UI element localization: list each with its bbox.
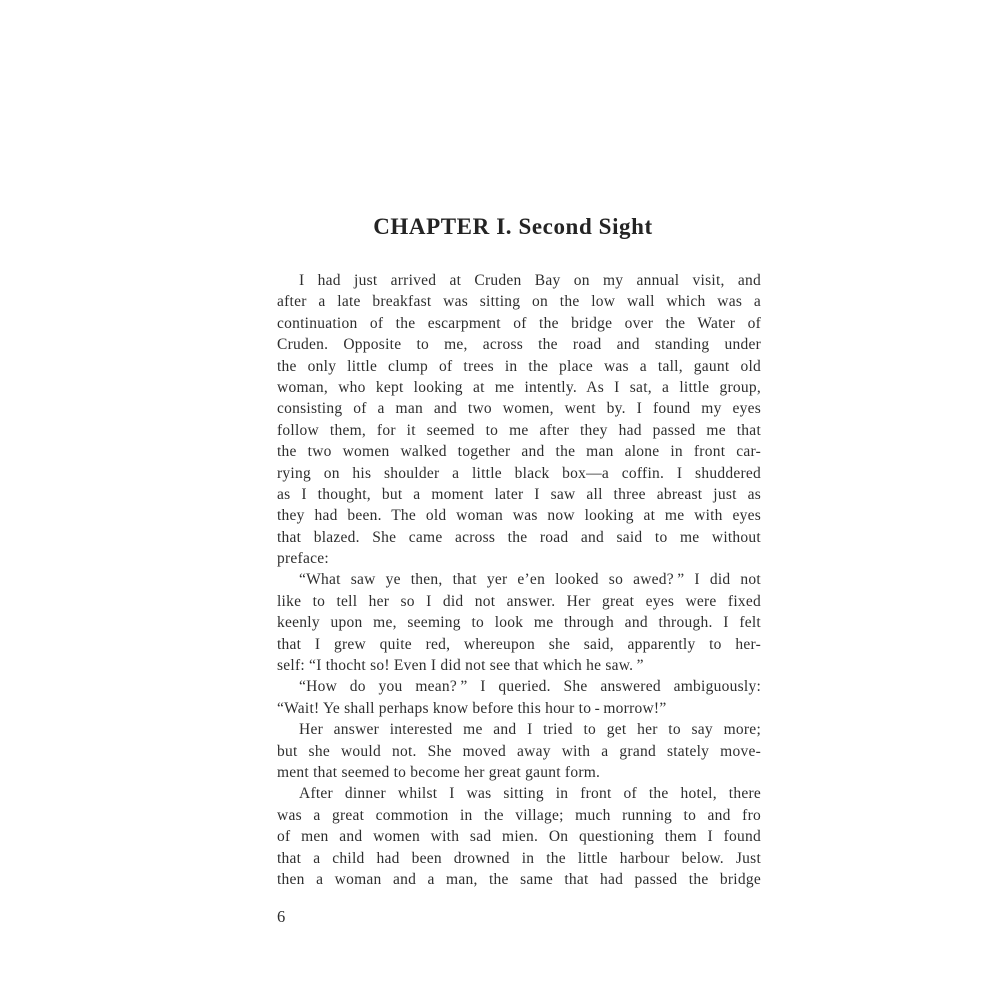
text-line: Her answer interested me and I tried to get her to say more; [299,721,761,739]
text-line: I had just arrived at Cruden Bay on my annual visit, and [299,272,761,289]
chapter-title: CHAPTER I. Second Sight [373,214,653,239]
text-line: but she would not. She moved away with a grand stately move- [277,742,761,760]
text-line: continuation of the escarpment of the bridge over the Water of [277,314,761,332]
text-line: that a child had been drowned in the little harbour below. Just [277,849,761,867]
text-line: keenly upon me, seeming to look me through and through. I felt [277,614,761,632]
text-line: like to tell her so I did not answer. Her great eyes were fixed [277,592,761,610]
text-line: that blazed. She came across the road and said to me without [277,528,761,546]
text-line: rying on his shoulder a little black box—a coffin. I shuddered [277,464,761,482]
text-line: was a great commotion in the village; much running to and fro [277,806,761,824]
text-line: woman, who kept looking at me intently. As I sat, a little group, [277,378,761,396]
text-line: After dinner whilst I was sitting in front of the hotel, there [299,785,761,803]
text-line: the only little clump of trees in the place was a tall, gaunt old [277,357,761,375]
body-text [277,270,761,890]
page-number: 6 [277,907,286,926]
text-line: of men and women with sad mien. On questioning them I found [277,828,761,846]
text-line: “How do you mean? ” I queried. She answered ambiguously: [299,678,761,696]
text-line: preface: [277,550,329,568]
text-line: “Wait! Ye shall perhaps know before this hour to - morrow!” [277,699,667,717]
text-line: after a late breakfast was sitting on the low wall which was a [277,293,761,311]
text-line: self: “I thocht so! Even I did not see that which he saw. ” [277,657,644,675]
text-line: “What saw ye then, that yer e’en looked so awed? ” I did not [299,571,761,589]
text-line: the two women walked together and the man alone in front car- [277,443,761,461]
text-line: follow them, for it seemed to me after they had passed me that [277,421,761,439]
text-line: they had been. The old woman was now looking at me with eyes [277,507,761,525]
text-line: then a woman and a man, the same that had passed the bridge [277,870,761,888]
text-line: that I grew quite red, whereupon she said, apparently to her- [277,635,761,653]
text-line: consisting of a man and two women, went by. I found my eyes [277,400,761,418]
text-line: as I thought, but a moment later I saw all three abreast just as [277,485,761,503]
text-line: ment that seemed to become her great gaunt form. [277,763,601,781]
text-line: Cruden. Opposite to me, across the road and standing under [277,336,761,354]
